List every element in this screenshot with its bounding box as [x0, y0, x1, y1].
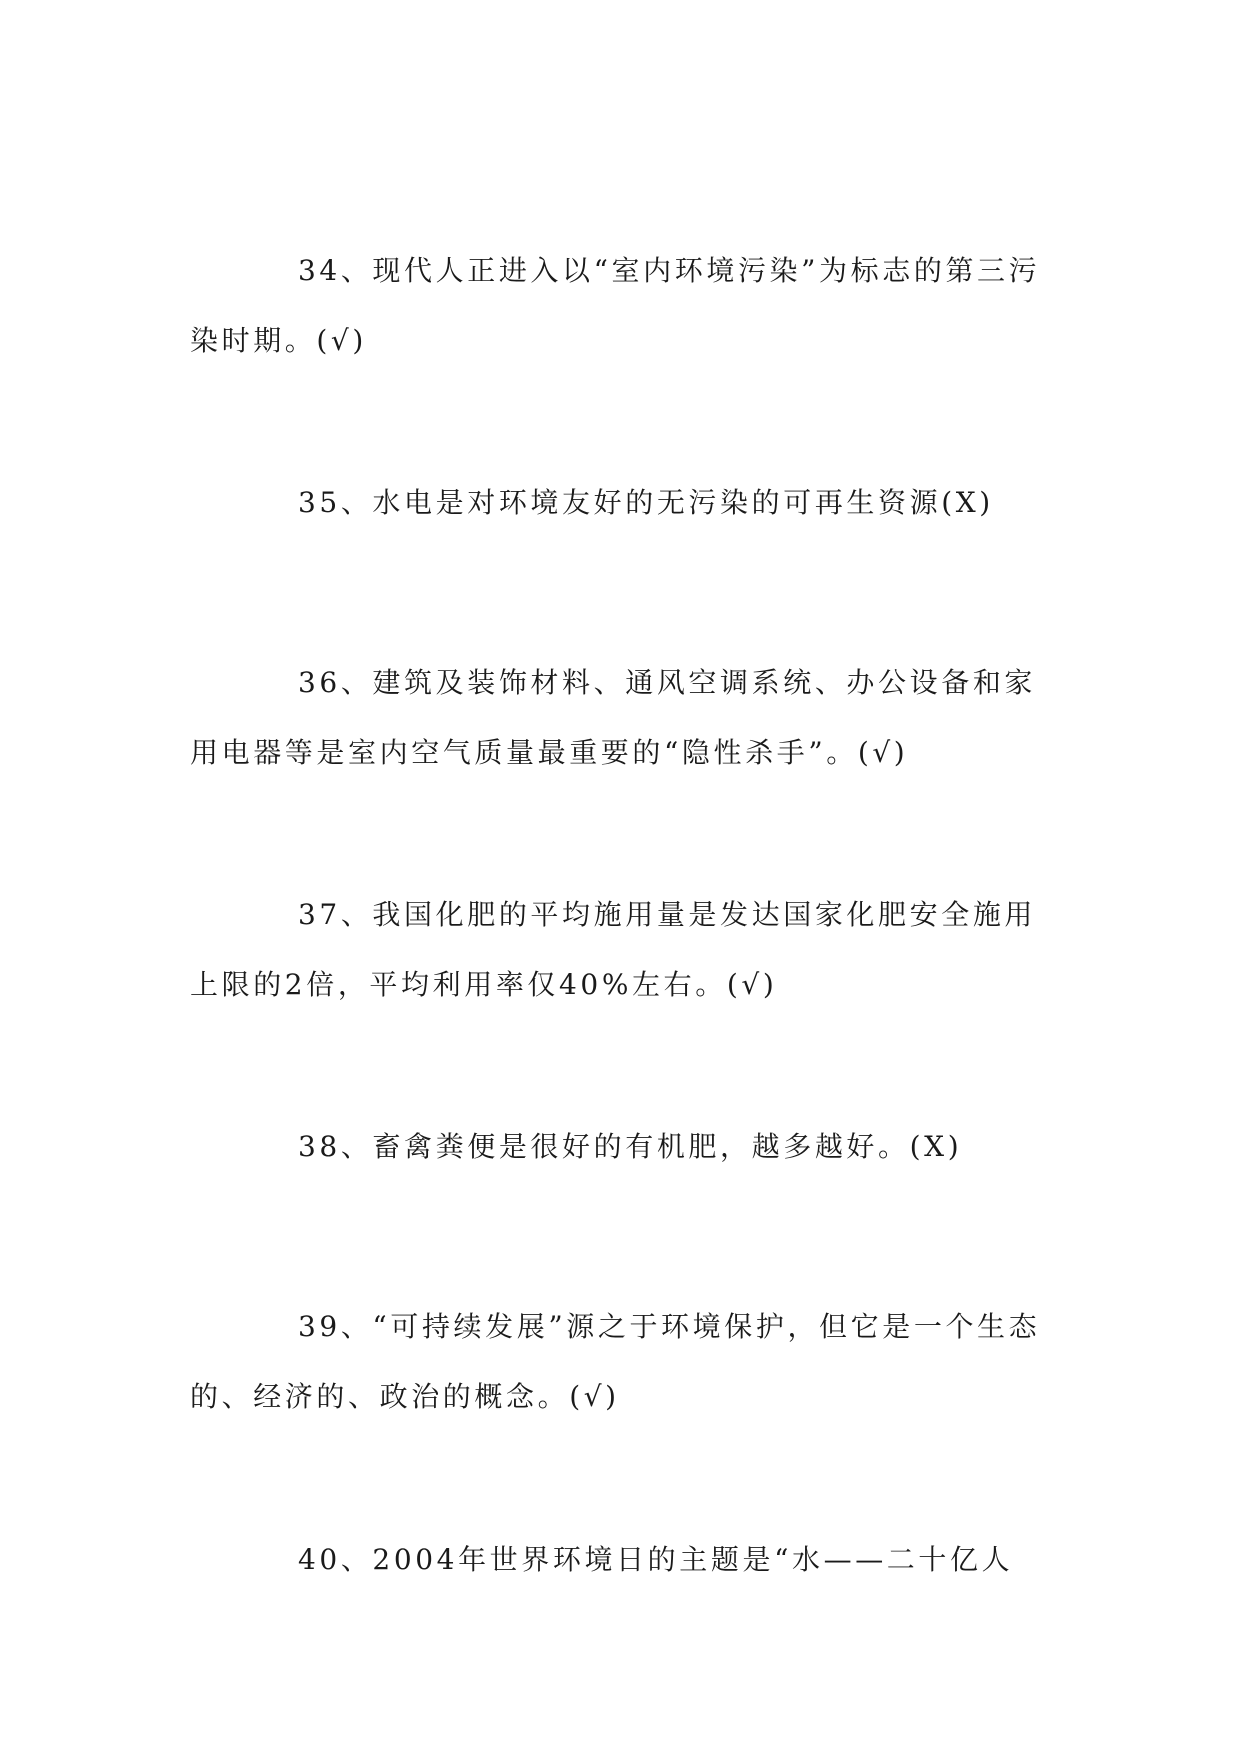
question-35: 35、水电是对环境友好的无污染的可再生资源(X) — [298, 486, 994, 519]
question-36: 36、建筑及装饰材料、通风空调系统、办公设备和家用电器等是室内空气质量最重要的“隐性杀手”。(√) — [190, 666, 1037, 769]
question-39: 39、“可持续发展”源之于环境保护，但它是一个生态的、经济的、政治的概念。(√) — [190, 1310, 1041, 1413]
question-34: 34、现代人正进入以“室内环境污染”为标志的第三污染时期。(√) — [190, 254, 1041, 357]
question-38: 38、畜禽粪便是很好的有机肥，越多越好。(X) — [298, 1130, 963, 1163]
question-40: 40、2004年世界环境日的主题是“水——二十亿人 — [298, 1543, 1014, 1576]
question-37: 37、我国化肥的平均施用量是发达国家化肥安全施用上限的2倍，平均利用率仅40%左右。(√) — [190, 898, 1037, 1001]
